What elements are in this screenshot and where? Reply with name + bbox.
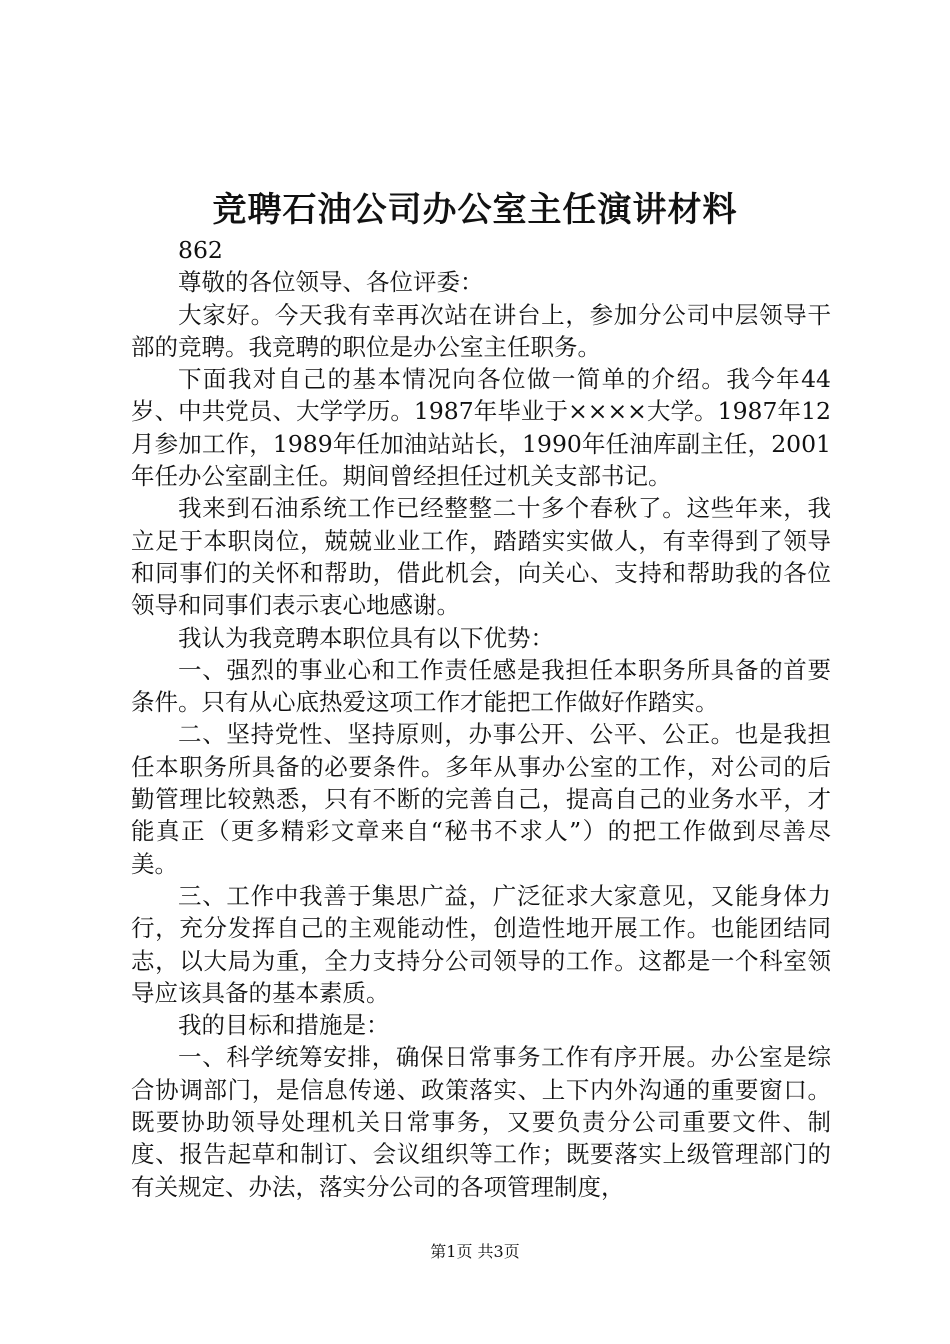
document-body (131, 234, 831, 1203)
paragraph-number: 862 (178, 236, 223, 264)
paragraph-goal-1: 一、科学统筹安排，确保日常事务工作有序开展。办公室是综合协调部门，是信息传递、政策落实、上下内外沟通的重要窗口。既要协助领导处理机关日常事务，又要负责分公司重要文件、制度、报告起草和制订、会议组织等工作；既要落实上级管理部门的有关规定、办法，落实分公司的各项管理制度， (131, 1043, 831, 1201)
page-footer: 第1页 共3页 (430, 1242, 520, 1261)
paragraph-advantages-intro: 我认为我竞聘本职位具有以下优势： (178, 623, 554, 652)
paragraph-advantage-3: 三、工作中我善于集思广益，广泛征求大家意见，又能身体力行，充分发挥自己的主观能动性，创造性地开展工作。也能团结同志，以大局为重，全力支持分公司领导的工作。这都是一个科室领导应该具备的基本素质。 (131, 881, 831, 1007)
paragraph-advantage-1: 一、强烈的事业心和工作责任感是我担任本职务所具备的首要条件。只有从心底热爱这项工作才能把工作做好作踏实。 (131, 655, 831, 717)
document-title: 竞聘石油公司办公室主任演讲材料 (212, 190, 738, 230)
paragraph-goals-intro: 我的目标和措施是： (178, 1011, 390, 1040)
paragraph-experience: 我来到石油系统工作已经整整二十多个春秋了。这些年来，我立足于本职岗位，兢兢业业工作，踏踏实实做人，有幸得到了领导和同事们的关怀和帮助，借此机会，向关心、支持和帮助我的各位领导和同事们表示衷心地感谢。 (131, 494, 831, 620)
paragraph-background: 下面我对自己的基本情况向各位做一简单的介绍。我今年44岁、中共党员、大学学历。1987年毕业于××××大学。1987年12月参加工作，1989年任加油站站长，1990年任油库副主任，2001年任办公室副主任。期间曾经担任过机关支部书记。 (131, 365, 831, 491)
paragraph-salutation: 尊敬的各位领导、各位评委： (178, 268, 484, 297)
paragraph-greeting: 大家好。今天我有幸再次站在讲台上，参加分公司中层领导干部的竞聘。我竞聘的职位是办公室主任职务。 (131, 300, 831, 361)
paragraph-advantage-2: 二、坚持党性、坚持原则，办事公开、公平、公正。也是我担任本职务所具备的必要条件。多年从事办公室的工作，对公司的后勤管理比较熟悉，只有不断的完善自己，提高自己的业务水平，才能真正（更多精彩文章来自“秘书不求人”）的把工作做到尽善尽美。 (131, 720, 831, 878)
